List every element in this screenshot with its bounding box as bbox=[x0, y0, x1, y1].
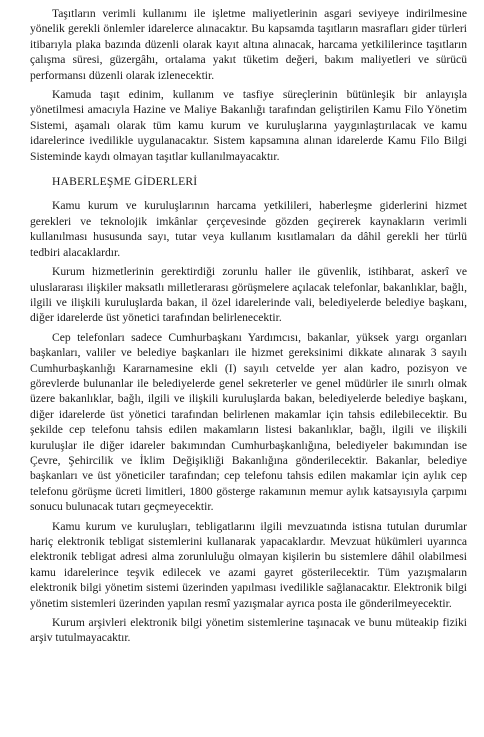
document-page bbox=[30, 6, 467, 650]
paragraph-international-calls: Kurum hizmetlerinin gerektirdiği zorunlu haller ile güvenlik, istihbarat, askerî ve uluslararası ilişkiler maksatlı milletlerarası görüşmelere açılacak telefonlar, bakanlıklar, bağlı, ilgili ve ilişkili kuruluşlarda bakan, il özel idarelerinde vali, belediyelerde belediye başkanı, diğer idarelerde üst yönetici tarafından belirlenecektir. bbox=[30, 265, 467, 325]
paragraph-vehicle-costs: Taşıtların verimli kullanımı ile işletme maliyetlerinin asgari seviyeye indirilmesine yönelik gerekli önlemler idarelerce alınacaktır. Bu kapsamda taşıtların masrafları gider türleri itibarıyla plaka bazında düzenli olarak kayıt altına alınacak, harcama yetkililerince taşıtların çalışma süresi, güzergâhı, ortalama yakıt tüketim değeri, bakım maliyetleri ve sürücü performansı düzenli olarak izlenecektir. bbox=[30, 7, 467, 82]
paragraph-communication-expenses: Kamu kurum ve kuruluşlarının harcama yetkilileri, haberleşme giderlerini hizmet gerekleri ve teknolojik imkânlar çerçevesinde gözden geçirerek kaynakların verimli kullanılması hususunda sayı, tutar veya kullanım kısıtlamaları da dâhil gerekli her türlü tedbiri alacaklardır. bbox=[30, 199, 467, 259]
section-heading: HABERLEŞME GİDERLERİ bbox=[52, 175, 198, 189]
paragraph-fleet-system: Kamuda taşıt edinim, kullanım ve tasfiye süreçlerinin bütünleşik bir anlayışla yönetilmesi amacıyla Hazine ve Maliye Bakanlığı tarafından geliştirilen Kamu Filo Yönetim Sistemi, aşamalı olarak tüm kamu kurum ve kuruluşlarına yaygınlaştırılacak ve kamu idarelerince ivedilikle uygulanacaktır. Sistem kapsamına alınan idarelerde Kamu Filo Bilgi Sisteminde kaydı olmayan taşıtlar kullanılmayacaktır. bbox=[30, 88, 467, 163]
paragraph-archives: Kurum arşivleri elektronik bilgi yönetim sistemlerine taşınacak ve bunu müteakip fiziki arşiv tutulmayacaktır. bbox=[30, 616, 467, 645]
paragraph-electronic-notification: Kamu kurum ve kuruluşları, tebligatlarını ilgili mevzuatında istisna tutulan durumlar hariç elektronik tebligat sistemlerini kullanarak yapacaklardır. Mevzuat hükümleri uyarınca elektronik tebligat adresi alma zorunluluğu olmayan kişilerin bu sistemlere dâhil olabilmesi kamu idarelerince teşvik edilecek ve azami gayret gösterilecektir. Tüm yazışmaların elektronik bilgi yönetim sistemi üzerinden yapılması ivedilikle sağlanacaktır. Elektronik bilgi yönetim sistemleri üzerinden yapılan resmî yazışmalar ayrıca posta ile gönderilmeyecektir. bbox=[30, 519, 467, 610]
paragraph-mobile-phones: Cep telefonları sadece Cumhurbaşkanı Yardımcısı, bakanlar, yüksek yargı organları başkanları, valiler ve belediye başkanları ile hizmet gereksinimi dikkate alınarak 3 sayılı Cumhurbaşkanlığı Kararnamesine ekli (I) sayılı cetvelde yer alan kadro, pozisyon ve görevlerde bulunanlar ile belediyelerde genel sekreterler ve genel müdürler ile sınırlı olmak üzere bakanlıklar, bağlı, ilgili ve ilişkili kuruluşlarda bakan, belediyelerde belediye başkanı, diğer idarelerde üst yönetici tarafından belirlenen makamlar için tahsis edilebilecektir. Bu şekilde cep telefonu tahsis edilen makamların listesi bakanlıklar, bağlı, ilgili ve ilişkili kuruluşlar ile diğer idareler bakımından Cumhurbaşkanlığına, belediyeler bakımından ise Çevre, Şehircilik ve İklim Değişikliği Bakanlığına gönderilecektir. Bakanlar, belediye başkanları ve üst yöneticiler tarafından; cep telefonu tahsis edilen makamlar için aylık cep telefonu görüşme ücreti limitleri, 1800 gösterge rakamının memur aylık katsayısıyla çarpımı sonucu bulunacak tutarı geçmeyecektir. bbox=[30, 330, 467, 514]
